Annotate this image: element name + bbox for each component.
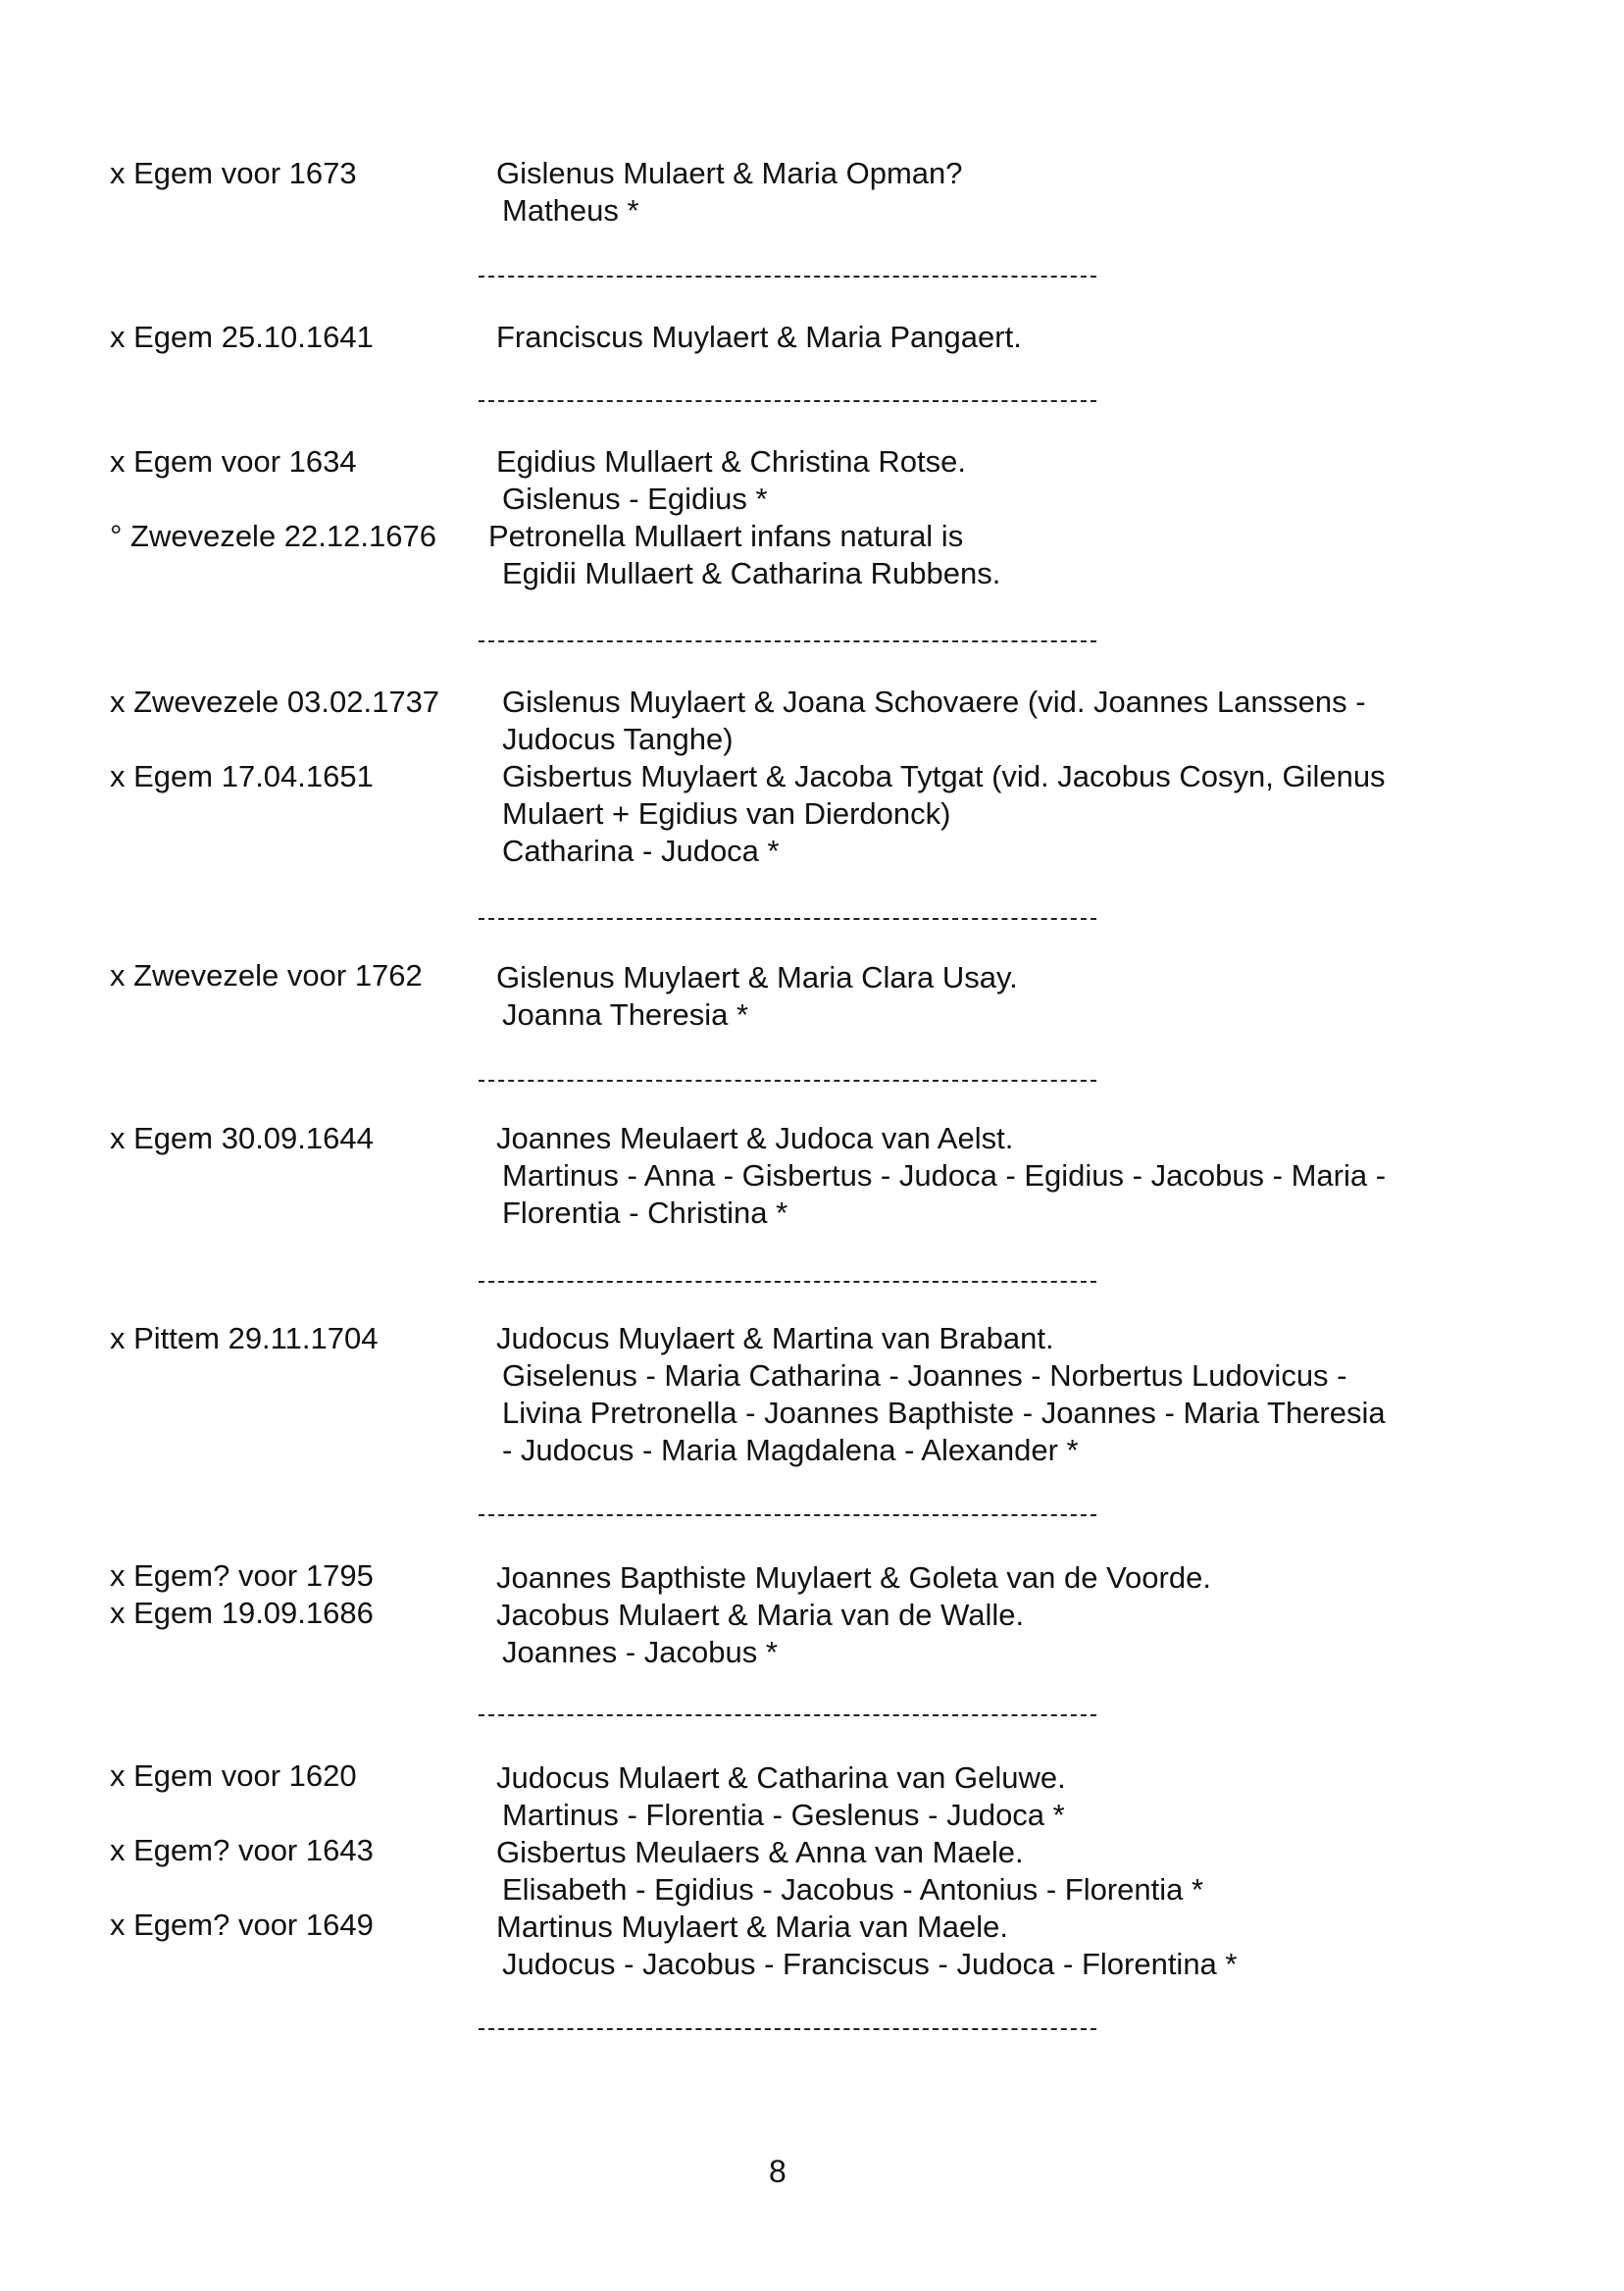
entry-date: x Pittem 29.11.1704 <box>110 1321 379 1355</box>
entry-date: x Egem? voor 1795 <box>110 1558 374 1593</box>
entry-text: Joannes Bapthiste Muylaert & Goleta van de Voorde. <box>496 1560 1211 1595</box>
entry-date: x Zwevezele 03.02.1737 <box>110 685 440 719</box>
entry-children: Giselenus - Maria Catharina - Joannes - Norbertus Ludovicus - <box>502 1358 1347 1393</box>
entry-date: x Zwevezele voor 1762 <box>110 958 423 993</box>
entry-text: Joannes Meulaert & Judoca van Aelst. <box>496 1121 1014 1155</box>
separator <box>479 1514 1096 1516</box>
separator <box>479 276 1096 278</box>
separator <box>479 2028 1096 2030</box>
entry-text: Martinus Muylaert & Maria van Maele. <box>496 1909 1009 1944</box>
entry-text: Judocus Tanghe) <box>502 722 734 756</box>
entry-text: Gislenus Muylaert & Maria Clara Usay. <box>496 960 1018 994</box>
entry-children: Catharina - Judoca * <box>502 834 780 868</box>
entry-date: x Egem? voor 1649 <box>110 1908 374 1942</box>
entry-text: Egidii Mullaert & Catharina Rubbens. <box>502 556 1001 590</box>
entry-children: Joannes - Jacobus * <box>502 1635 778 1669</box>
entry-date: x Egem 30.09.1644 <box>110 1121 374 1155</box>
entry-children: Martinus - Florentia - Geslenus - Judoca * <box>502 1798 1065 1832</box>
entry-text: Mulaert + Egidius van Dierdonck) <box>502 796 951 831</box>
separator <box>479 1281 1096 1283</box>
entry-children: Livina Pretronella - Joannes Bapthiste - Joannes - Maria Theresia <box>502 1396 1386 1430</box>
entry-date: x Egem voor 1673 <box>110 156 357 190</box>
entry-children: Elisabeth - Egidius - Jacobus - Antonius - Florentia * <box>502 1872 1204 1907</box>
entry-text: Egidius Mullaert & Christina Rotse. <box>496 444 966 479</box>
entry-date: x Egem 17.04.1651 <box>110 759 374 793</box>
entry-text: Gislenus Mulaert & Maria Opman? <box>496 156 963 190</box>
entry-text: Jacobus Mulaert & Maria van de Walle. <box>496 1598 1025 1632</box>
entry-date: x Egem 19.09.1686 <box>110 1596 374 1630</box>
entry-text: Judocus Muylaert & Martina van Brabant. <box>496 1321 1054 1355</box>
entry-text: Judocus Mulaert & Catharina van Geluwe. <box>496 1760 1066 1795</box>
entry-children: Judocus - Jacobus - Franciscus - Judoca - Florentina * <box>502 1947 1238 1981</box>
entry-children: - Judocus - Maria Magdalena - Alexander * <box>502 1433 1079 1467</box>
separator <box>479 400 1096 402</box>
separator <box>479 640 1096 642</box>
entry-children: Joanna Theresia * <box>502 997 749 1032</box>
entry-date: x Egem? voor 1643 <box>110 1833 374 1867</box>
entry-text: Gislenus Muylaert & Joana Schovaere (vid. Joannes Lanssens - <box>502 685 1366 719</box>
entry-children: Gislenus - Egidius * <box>502 482 768 516</box>
entry-text: Petronella Mullaert infans natural is <box>488 519 964 553</box>
separator <box>479 1714 1096 1716</box>
separator <box>479 918 1096 920</box>
entry-date: ° Zwevezele 22.12.1676 <box>110 519 436 553</box>
entry-date: x Egem voor 1620 <box>110 1758 357 1793</box>
entry-date: x Egem 25.10.1641 <box>110 320 374 354</box>
entry-text: Gisbertus Meulaers & Anna van Maele. <box>496 1835 1024 1869</box>
entry-text: Gisbertus Muylaert & Jacoba Tytgat (vid. Jacobus Cosyn, Gilenus <box>502 759 1386 793</box>
entry-children: Martinus - Anna - Gisbertus - Judoca - Egidius - Jacobus - Maria - <box>502 1158 1387 1193</box>
entry-text: Franciscus Muylaert & Maria Pangaert. <box>496 320 1022 354</box>
entry-children: Florentia - Christina * <box>502 1196 788 1230</box>
page-number: 8 <box>769 2154 787 2189</box>
entry-children: Matheus * <box>502 193 639 228</box>
entry-date: x Egem voor 1634 <box>110 444 357 479</box>
separator <box>479 1080 1096 1082</box>
